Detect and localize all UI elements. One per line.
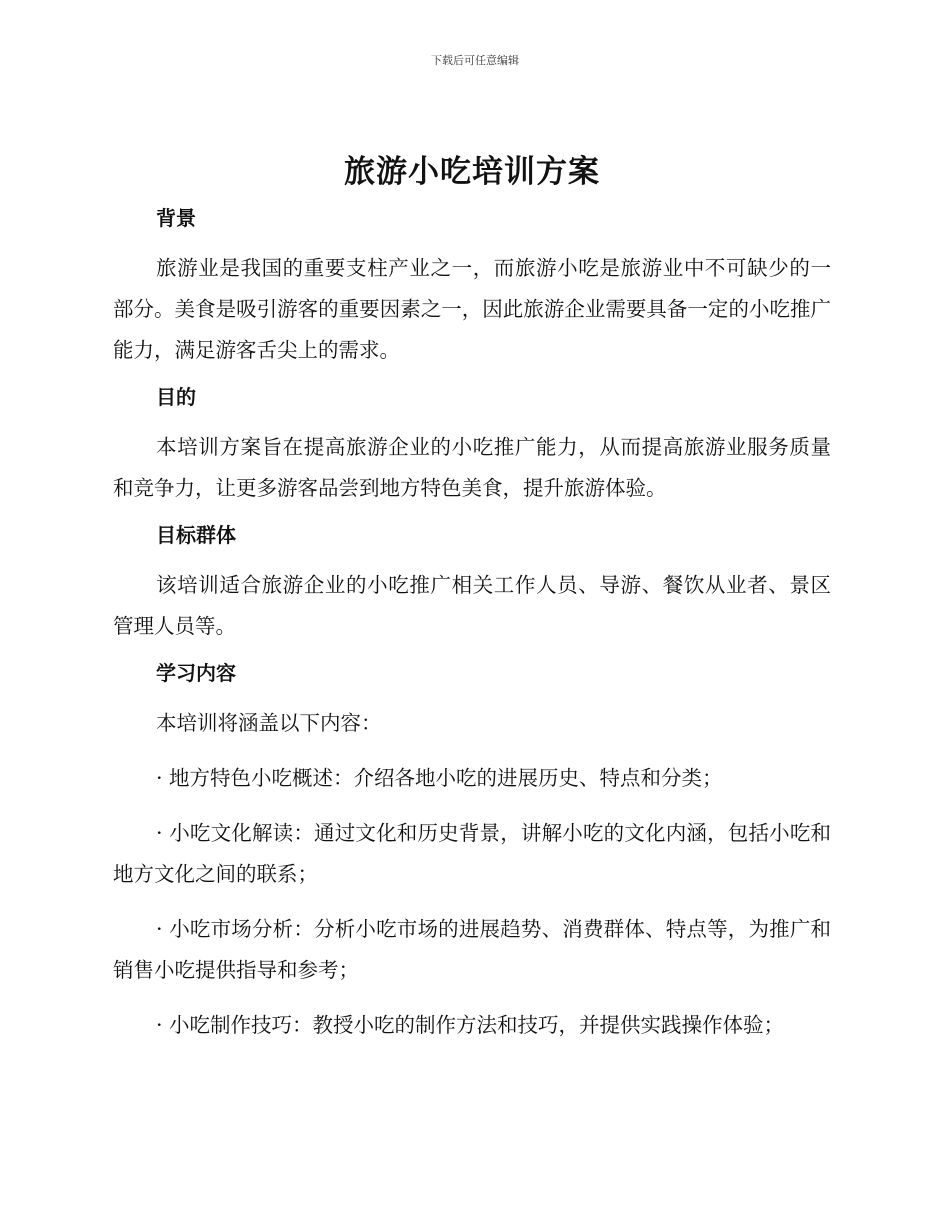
list-item: · 地方特色小吃概述：介绍各地小吃的进展历史、特点和分类； <box>156 766 723 790</box>
paragraph: 旅游业是我国的重要支柱产业之一，而旅游小吃是旅游业中不可缺少的一部分。美食是吸引游客的重要因素之一，因此旅游企业需要具备一定的小吃推广能力，满足游客舌尖上的需求。 <box>113 256 831 362</box>
paragraph: 该培训适合旅游企业的小吃推广相关工作人员、导游、餐饮从业者、景区管理人员等。 <box>113 573 831 638</box>
page-title: 旅游小吃培训方案 <box>344 154 600 190</box>
list-item: · 小吃文化解读：通过文化和历史背景，讲解小吃的文化内涵，包括小吃和地方文化之间的联系； <box>113 821 831 886</box>
paragraph: 本培训方案旨在提高旅游企业的小吃推广能力，从而提高旅游业服务质量和竞争力，让更多游客品尝到地方特色美食，提升旅游体验。 <box>113 435 831 500</box>
section-background <box>113 204 831 371</box>
section-heading-purpose: 目的 <box>156 385 196 409</box>
list-item: · 小吃市场分析：分析小吃市场的进展趋势、消费群体、特点等，为推广和销售小吃提供指导和参考； <box>113 917 831 982</box>
document-body <box>113 150 831 1046</box>
section-heading-background: 背景 <box>156 206 196 230</box>
section-heading-target-group: 目标群体 <box>156 523 236 547</box>
paragraph: 本培训将涵盖以下内容： <box>156 711 382 735</box>
header-note: 下载后可任意编辑 <box>431 54 519 67</box>
section-content <box>113 659 831 1046</box>
section-purpose <box>113 383 831 509</box>
section-target-group <box>113 521 831 647</box>
section-heading-content: 学习内容 <box>156 661 236 685</box>
list-item: · 小吃制作技巧：教授小吃的制作方法和技巧，并提供实践操作体验； <box>156 1013 785 1037</box>
